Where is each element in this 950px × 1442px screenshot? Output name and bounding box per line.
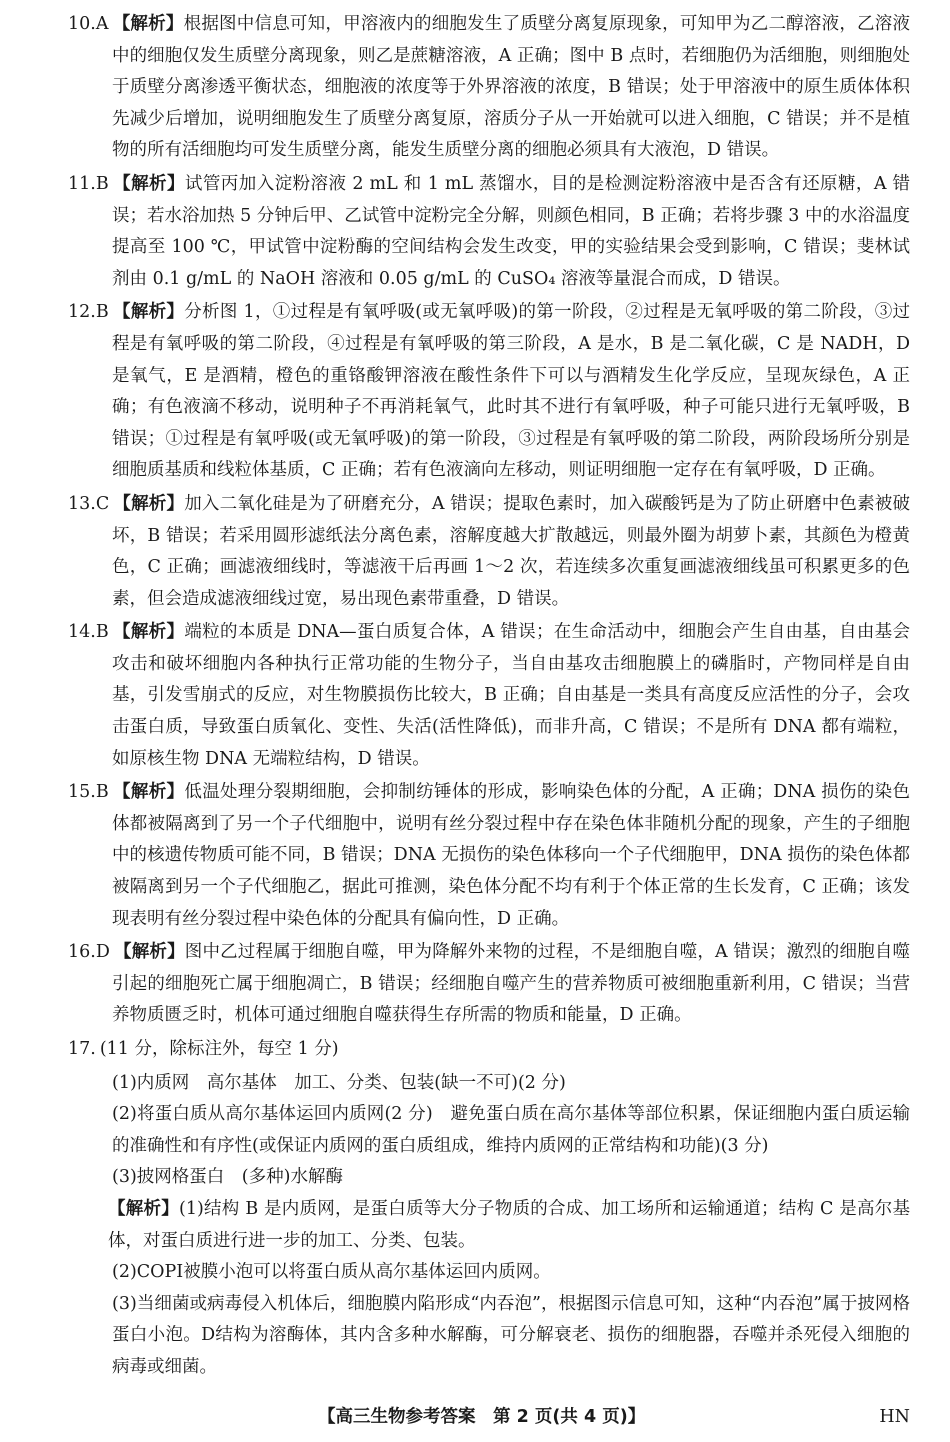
analysis-tag: 【解析】 [112, 622, 185, 643]
answer-item-14 [0, 617, 910, 775]
question-number: 13.C [68, 493, 110, 514]
analysis-text: 加入二氧化硅是为了研磨充分，A 错误；提取色素时，加入碳酸钙是为了防止研磨中色素被破坏，B 错误；若采用圆形滤纸法分离色素，溶解度越大扩散越远，则最外圈为胡萝卜素，其颜色为橙黄色，C 正确；画滤液细线时，等滤液干后再画 1～2 次，若连续多次重复画滤液细线虽可积累更多的色素，但会造成滤液细线过宽，易出现色素带重叠，D 错误。 [112, 493, 910, 609]
question-number: 16.D [68, 942, 110, 963]
question-number: 10.A [68, 14, 109, 34]
analysis-tag: 【解析】 [113, 493, 185, 514]
answer-item-15 [0, 777, 910, 935]
answer-17-part-1: (1)内质网 高尔基体 加工、分类、包装(缺一不可)(2 分) [112, 1072, 566, 1093]
analysis-tag: 【解析】 [108, 1198, 179, 1219]
answer-item-13 [0, 489, 910, 615]
answer-item-17-header [0, 1034, 910, 1066]
analysis-text: (1)结构 B 是内质网，是蛋白质等大分子物质的合成、加工场所和运输通道；结构 C 是高尔基体，对蛋白质进行进一步的加工、分类、包装。 [108, 1198, 910, 1251]
question-number: 15.B [68, 782, 109, 803]
answer-item-12 [0, 297, 910, 487]
question-number: 11.B [68, 173, 109, 194]
analysis-text: 图中乙过程属于细胞自噬，甲为降解外来物的过程，不是细胞自噬，A 错误；激烈的细胞自噬引起的细胞死亡属于细胞凋亡，B 错误；经细胞自噬产生的营养物质可被细胞重新利用，C 错误；当营养物质匮乏时，机体可通过细胞自噬获得生存所需的物质和能量，D 正确。 [112, 942, 911, 1026]
footer-title: 【高三生物参考答案 第 2 页(共 4 页)】 [318, 1406, 646, 1427]
answer-17-part-2: (2)将蛋白质从高尔基体运回内质网(2 分) 避免蛋白质在高尔基体等部位积累，保证细胞内蛋白质运输的准确性和有序性(或保证内质网的蛋白质组成，维持内质网的正常结构和功能)(3 分) [112, 1104, 910, 1156]
answer-item-16 [0, 937, 910, 1032]
answer-item-11 [0, 169, 910, 295]
analysis-text: 试管丙加入淀粉溶液 2 mL 和 1 mL 蒸馏水，目的是检测淀粉溶液中是否含有还原糖，A 错误；若水浴加热 5 分钟后甲、乙试管中淀粉完全分解，则颜色相同，B 正确；若将步骤 3 中的水浴温度提高至 100 ℃，甲试管中淀粉酶的空间结构会发生改变，甲的实验结果会受到影响，C 错误；斐林试剂由 0.1 g/mL 的 NaOH 溶液和 0.05 g/mL 的 CuSO₄ 溶液等量混合而成，D 错误。 [112, 173, 910, 289]
analysis-17-part-2: (2)COPⅠ被膜小泡可以将蛋白质从高尔基体运回内质网。 [112, 1262, 551, 1283]
analysis-text: 分析图 1，①过程是有氧呼吸(或无氧呼吸)的第一阶段，②过程是无氧呼吸的第二阶段，③过程是有氧呼吸的第二阶段，④过程是有氧呼吸的第三阶段，A 是水，B 是二氧化碳，C 是 NADH，D 是氧气，E 是酒精，橙色的重铬酸钾溶液在酸性条件下可以与酒精发生化学反应，呈现灰绿色，A 正确；有色液滴不移动，说明种子不再消耗氧气，此时其不进行有氧呼吸，种子可能只进行无氧呼吸，B 错误；①过程是有氧呼吸(或无氧呼吸)的第一阶段，③过程是有氧呼吸的第二阶段，两阶段场所分别是细胞质基质和线粒体基质，C 正确；若有色液滴向左移动，则证明细胞一定存在有氧呼吸，D 正确。 [112, 302, 911, 481]
analysis-tag: 【解析】 [112, 302, 185, 323]
score-note: (11 分，除标注外，每空 1 分) [99, 1039, 339, 1059]
question-number: 12.B [68, 302, 109, 323]
analysis-text: 端粒的本质是 DNA—蛋白质复合体，A 错误；在生命活动中，细胞会产生自由基，自由基会攻击和破坏细胞内各种执行正常功能的生物分子，当自由基攻击细胞膜上的磷脂时，产物同样是自由基，引发雪崩式的反应，对生物膜损伤比较大，B 正确；自由基是一类具有高度反应活性的分子，会攻击蛋白质，导致蛋白质氧化、变性、失活(活性降低)，而非升高，C 错误；不是所有 DNA 都有端粒，如原核生物 DNA 无端粒结构，D 错误。 [112, 622, 910, 769]
page-footer [0, 1402, 950, 1442]
analysis-17-part-3: (3)当细菌或病毒侵入机体后，细胞膜内陷形成“内吞泡”，根据图示信息可知，这种“内吞泡”属于披网格蛋白小泡。D结构为溶酶体，其内含多种水解酶，可分解衰老、损伤的细胞器，吞噬并杀死侵入细胞的病毒或细菌。 [112, 1293, 910, 1377]
analysis-tag: 【解析】 [112, 14, 184, 34]
question-number: 17. [68, 1039, 96, 1059]
analysis-tag: 【解析】 [113, 942, 185, 963]
footer-region-code: HN [879, 1406, 910, 1427]
answer-17-part-3: (3)披网格蛋白 (多种)水解酶 [112, 1167, 343, 1188]
analysis-tag: 【解析】 [112, 173, 185, 194]
analysis-17-part-1 [0, 1194, 910, 1257]
answer-item-10 [0, 9, 910, 167]
analysis-tag: 【解析】 [112, 782, 185, 803]
question-number: 14.B [68, 622, 109, 643]
analysis-text: 低温处理分裂期细胞，会抑制纺锤体的形成，影响染色体的分配，A 正确；DNA 损伤的染色体都被隔离到了另一个子代细胞中，说明有丝分裂过程中存在染色体非随机分配的现象，产生的子细胞中的核遗传物质可能不同，B 错误；DNA 无损伤的染色体移向一个子代细胞甲，DNA 损伤的染色体都被隔离到另一个子代细胞乙，据此可推测，染色体分配不均有利于个体正常的生长发育，C 正确；该发现表明有丝分裂过程中染色体的分配具有偏向性，D 正确。 [112, 782, 911, 929]
analysis-text: 根据图中信息可知，甲溶液内的细胞发生了质壁分离复原现象，可知甲为乙二醇溶液，乙溶液中的细胞仅发生质壁分离现象，则乙是蔗糖溶液，A 正确；图中 B 点时，若细胞仍为活细胞，则细胞处于质壁分离渗透平衡状态，细胞液的浓度等于外界溶液的浓度，B 错误；处于甲溶液中的原生质体体积先减少后增加，说明细胞发生了质壁分离复原，溶质分子从一开始就可以进入细胞，C 错误；并不是植物的所有活细胞均可发生质壁分离，能发生质壁分离的细胞必须具有大液泡，D 错误。 [112, 14, 911, 161]
